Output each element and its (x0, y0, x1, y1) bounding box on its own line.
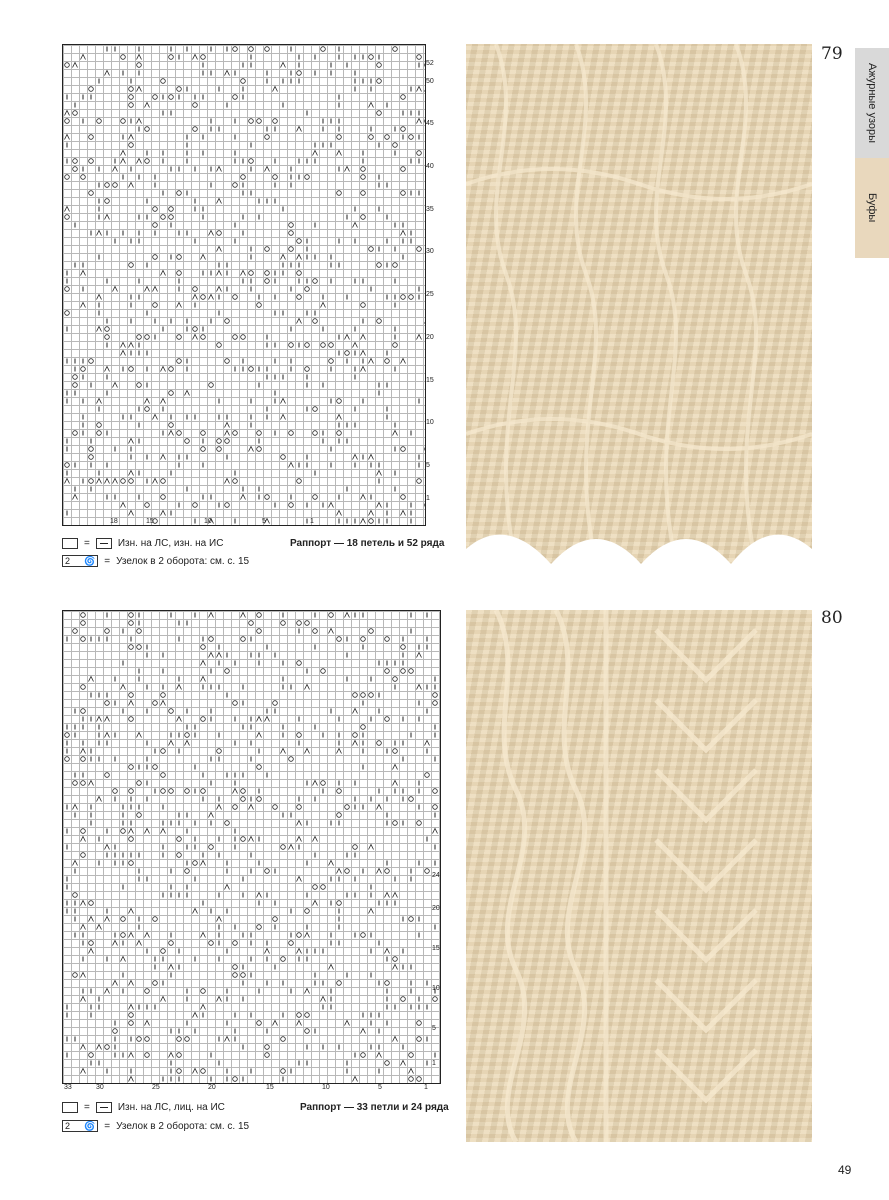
pattern-number-79: 79 (821, 44, 843, 64)
yarn-texture (466, 44, 812, 578)
knitted-sample-photo-79 (466, 44, 812, 578)
row-number: 1 (426, 495, 430, 502)
row-number: 45 (426, 120, 434, 127)
legend-purl-79: = Изн. на ЛС, изн. на ИС (62, 538, 223, 549)
legend-text: Изн. на ЛС, изн. на ИС (117, 538, 224, 549)
row-number: 15 (432, 945, 440, 952)
row-number: 24 (432, 872, 440, 879)
column-number: 30 (96, 1084, 104, 1091)
row-number: 20 (426, 334, 434, 341)
row-number: 5 (432, 1025, 436, 1032)
column-number: 15 (266, 1084, 274, 1091)
row-number: 35 (426, 206, 434, 213)
row-number: 10 (432, 985, 440, 992)
chart-symbols-80 (63, 611, 440, 1083)
legend-purl-80: = Изн. на ЛС, лиц. на ИС (62, 1102, 225, 1113)
row-number: 25 (426, 291, 434, 298)
row-number: 30 (426, 248, 434, 255)
column-number: 20 (208, 1084, 216, 1091)
row-number: 20 (432, 905, 440, 912)
dash-symbol-box (96, 538, 112, 549)
side-tab-section: Ажурные узоры (855, 48, 889, 158)
knitted-sample-photo-80 (466, 610, 812, 1142)
chart-symbols-79 (63, 45, 425, 525)
yarn-texture (466, 610, 812, 1142)
column-number: 10 (322, 1084, 330, 1091)
dash-symbol-box (96, 1102, 112, 1113)
column-number: 5 (378, 1084, 382, 1091)
knot-symbol-box: 2 🌀 (62, 555, 98, 567)
side-tab-subsection: Буфы (855, 158, 889, 258)
legend-knot-79: 2 🌀 = Узелок в 2 оборота: см. с. 15 (62, 555, 249, 567)
knot-symbol-box: 2 🌀 (62, 1120, 98, 1132)
column-number: 5 (262, 518, 266, 525)
column-number: 33 (64, 1084, 72, 1091)
row-number: 10 (426, 419, 434, 426)
column-number: 1 (424, 1084, 428, 1091)
column-number: 18 (110, 518, 118, 525)
repeat-text-79: Раппорт — 18 петель и 52 ряда (290, 538, 445, 549)
row-number: 40 (426, 163, 434, 170)
knot-count: 2 (65, 556, 71, 566)
repeat-text-80: Раппорт — 33 петли и 24 ряда (300, 1102, 449, 1113)
blank-symbol-box (62, 1102, 78, 1113)
column-number: 25 (152, 1084, 160, 1091)
pattern-number-80: 80 (821, 608, 843, 628)
legend-text: Изн. на ЛС, лиц. на ИС (117, 1102, 225, 1113)
knitting-chart-79 (62, 44, 426, 526)
column-number: 1 (310, 518, 314, 525)
row-number: 5 (426, 462, 430, 469)
knitting-chart-80 (62, 610, 441, 1084)
legend-text: Узелок в 2 оборота: см. с. 15 (116, 1120, 250, 1132)
row-number: 52 (426, 60, 434, 67)
row-number: 15 (426, 377, 434, 384)
blank-symbol-box (62, 538, 78, 549)
column-number: 15 (146, 518, 154, 525)
column-number: 10 (204, 518, 212, 525)
legend-text: Узелок в 2 оборота: см. с. 15 (116, 555, 250, 567)
knot-count: 2 (65, 1121, 71, 1131)
row-number: 1 (432, 1060, 436, 1067)
legend-knot-80: 2 🌀 = Узелок в 2 оборота: см. с. 15 (62, 1120, 249, 1132)
row-number: 50 (426, 78, 434, 85)
page-number: 49 (838, 1163, 852, 1177)
